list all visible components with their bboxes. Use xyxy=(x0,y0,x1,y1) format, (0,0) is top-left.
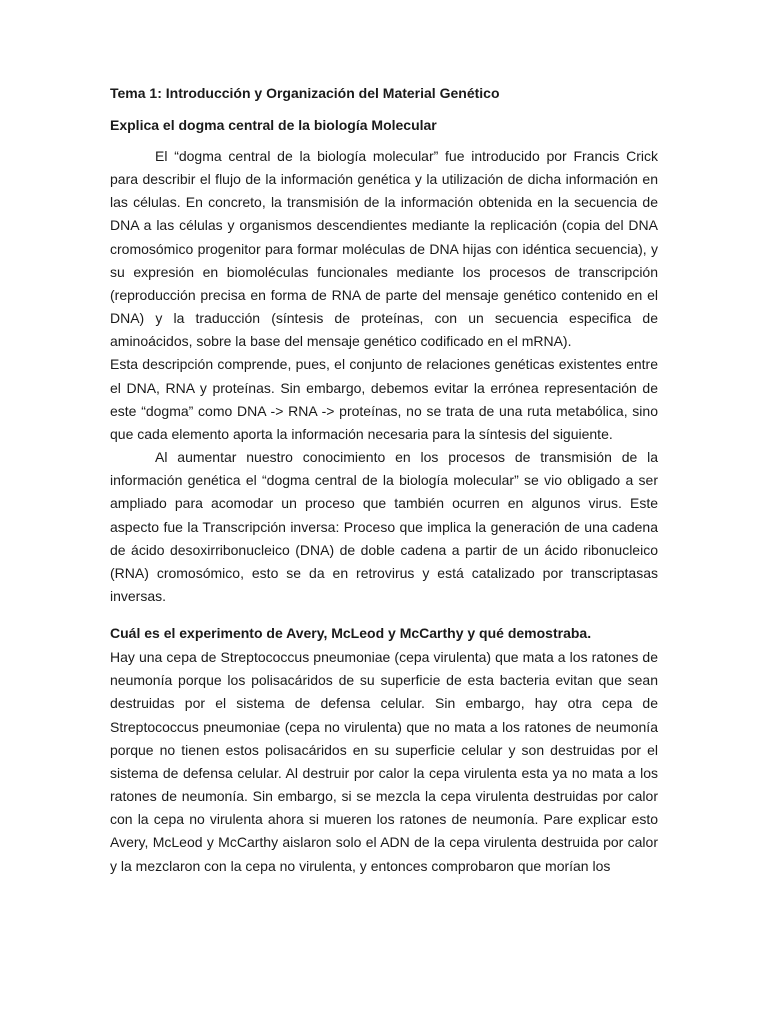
document-body xyxy=(110,82,658,878)
paragraph-dogma-relations: Esta descripción comprende, pues, el conjunto de relaciones genéticas existentes entre el DNA, RNA y proteínas. Sin embargo, debemos evitar la errónea representación de este “dogma” como DNA -> RNA -> proteínas, no se trata de una ruta metabólica, sino que cada elemento aporta la información necesaria para la síntesis del siguiente. xyxy=(110,356,658,442)
document-title: Tema 1: Introducción y Organización del Material Genético xyxy=(110,85,500,101)
paragraph-avery-experiment: Hay una cepa de Streptococcus pneumoniae (cepa virulenta) que mata a los ratones de neumonía porque los polisacáridos de su superficie de esta bacteria evitan que sean destruidas por el sistema de defensa celular. Sin embargo, hay otra cepa de Streptococcus pneumoniae (cepa no virulenta) que no mata a los ratones de neumonía porque no tienen estos polisacáridos en su superficie celular y son destruidas por el sistema de defensa celular. Al destruir por calor la cepa virulenta esta ya no mata a los ratones de neumonía. Sin embargo, si se mezcla la cepa virulenta destruidas por calor con la cepa no virulenta ahora si mueren los ratones de neumonía. Pare explicar esto Avery, McLeod y McCarthy aislaron solo el ADN de la cepa virulenta destruida por calor y la mezclaron con la cepa no virulenta, y entonces comprobaron que morían los xyxy=(110,649,658,874)
paragraph-reverse-transcription: Al aumentar nuestro conocimiento en los procesos de transmisión de la información genética el “dogma central de la biología molecular” se vio obligado a ser ampliado para acomodar un proceso que también ocurren en algunos virus. Este aspecto fue la Transcripción inversa: Proceso que implica la generación de una cadena de ácido desoxirribonucleico (DNA) de doble cadena a partir de un ácido ribonucleico (RNA) cromosómico, esto se da en retrovirus y está catalizado por transcriptasas inversas. xyxy=(110,449,658,604)
question-heading-avery-experiment: Cuál es el experimento de Avery, McLeod y McCarthy y qué demostraba. xyxy=(110,625,592,642)
paragraph-dogma-intro: El “dogma central de la biología molecular” fue introducido por Francis Crick para describir el flujo de la información genética y la utilización de dicha información en las células. En concreto, la transmisión de la información obtenida en la secuencia de DNA a las células y organismos descendientes mediante la replicación (copia del DNA cromosómico progenitor para formar moléculas de DNA hijas con idéntica secuencia), y su expresión en biomoléculas funcionales mediante los procesos de transcripción (reproducción precisa en forma de RNA de parte del mensaje genético contenido en el DNA) y la traducción (síntesis de proteínas, con un secuencia especifica de aminoácidos, sobre la base del mensaje genético codificado en el mRNA). xyxy=(110,148,658,350)
question-heading-dogma: Explica el dogma central de la biología Molecular xyxy=(110,117,437,133)
